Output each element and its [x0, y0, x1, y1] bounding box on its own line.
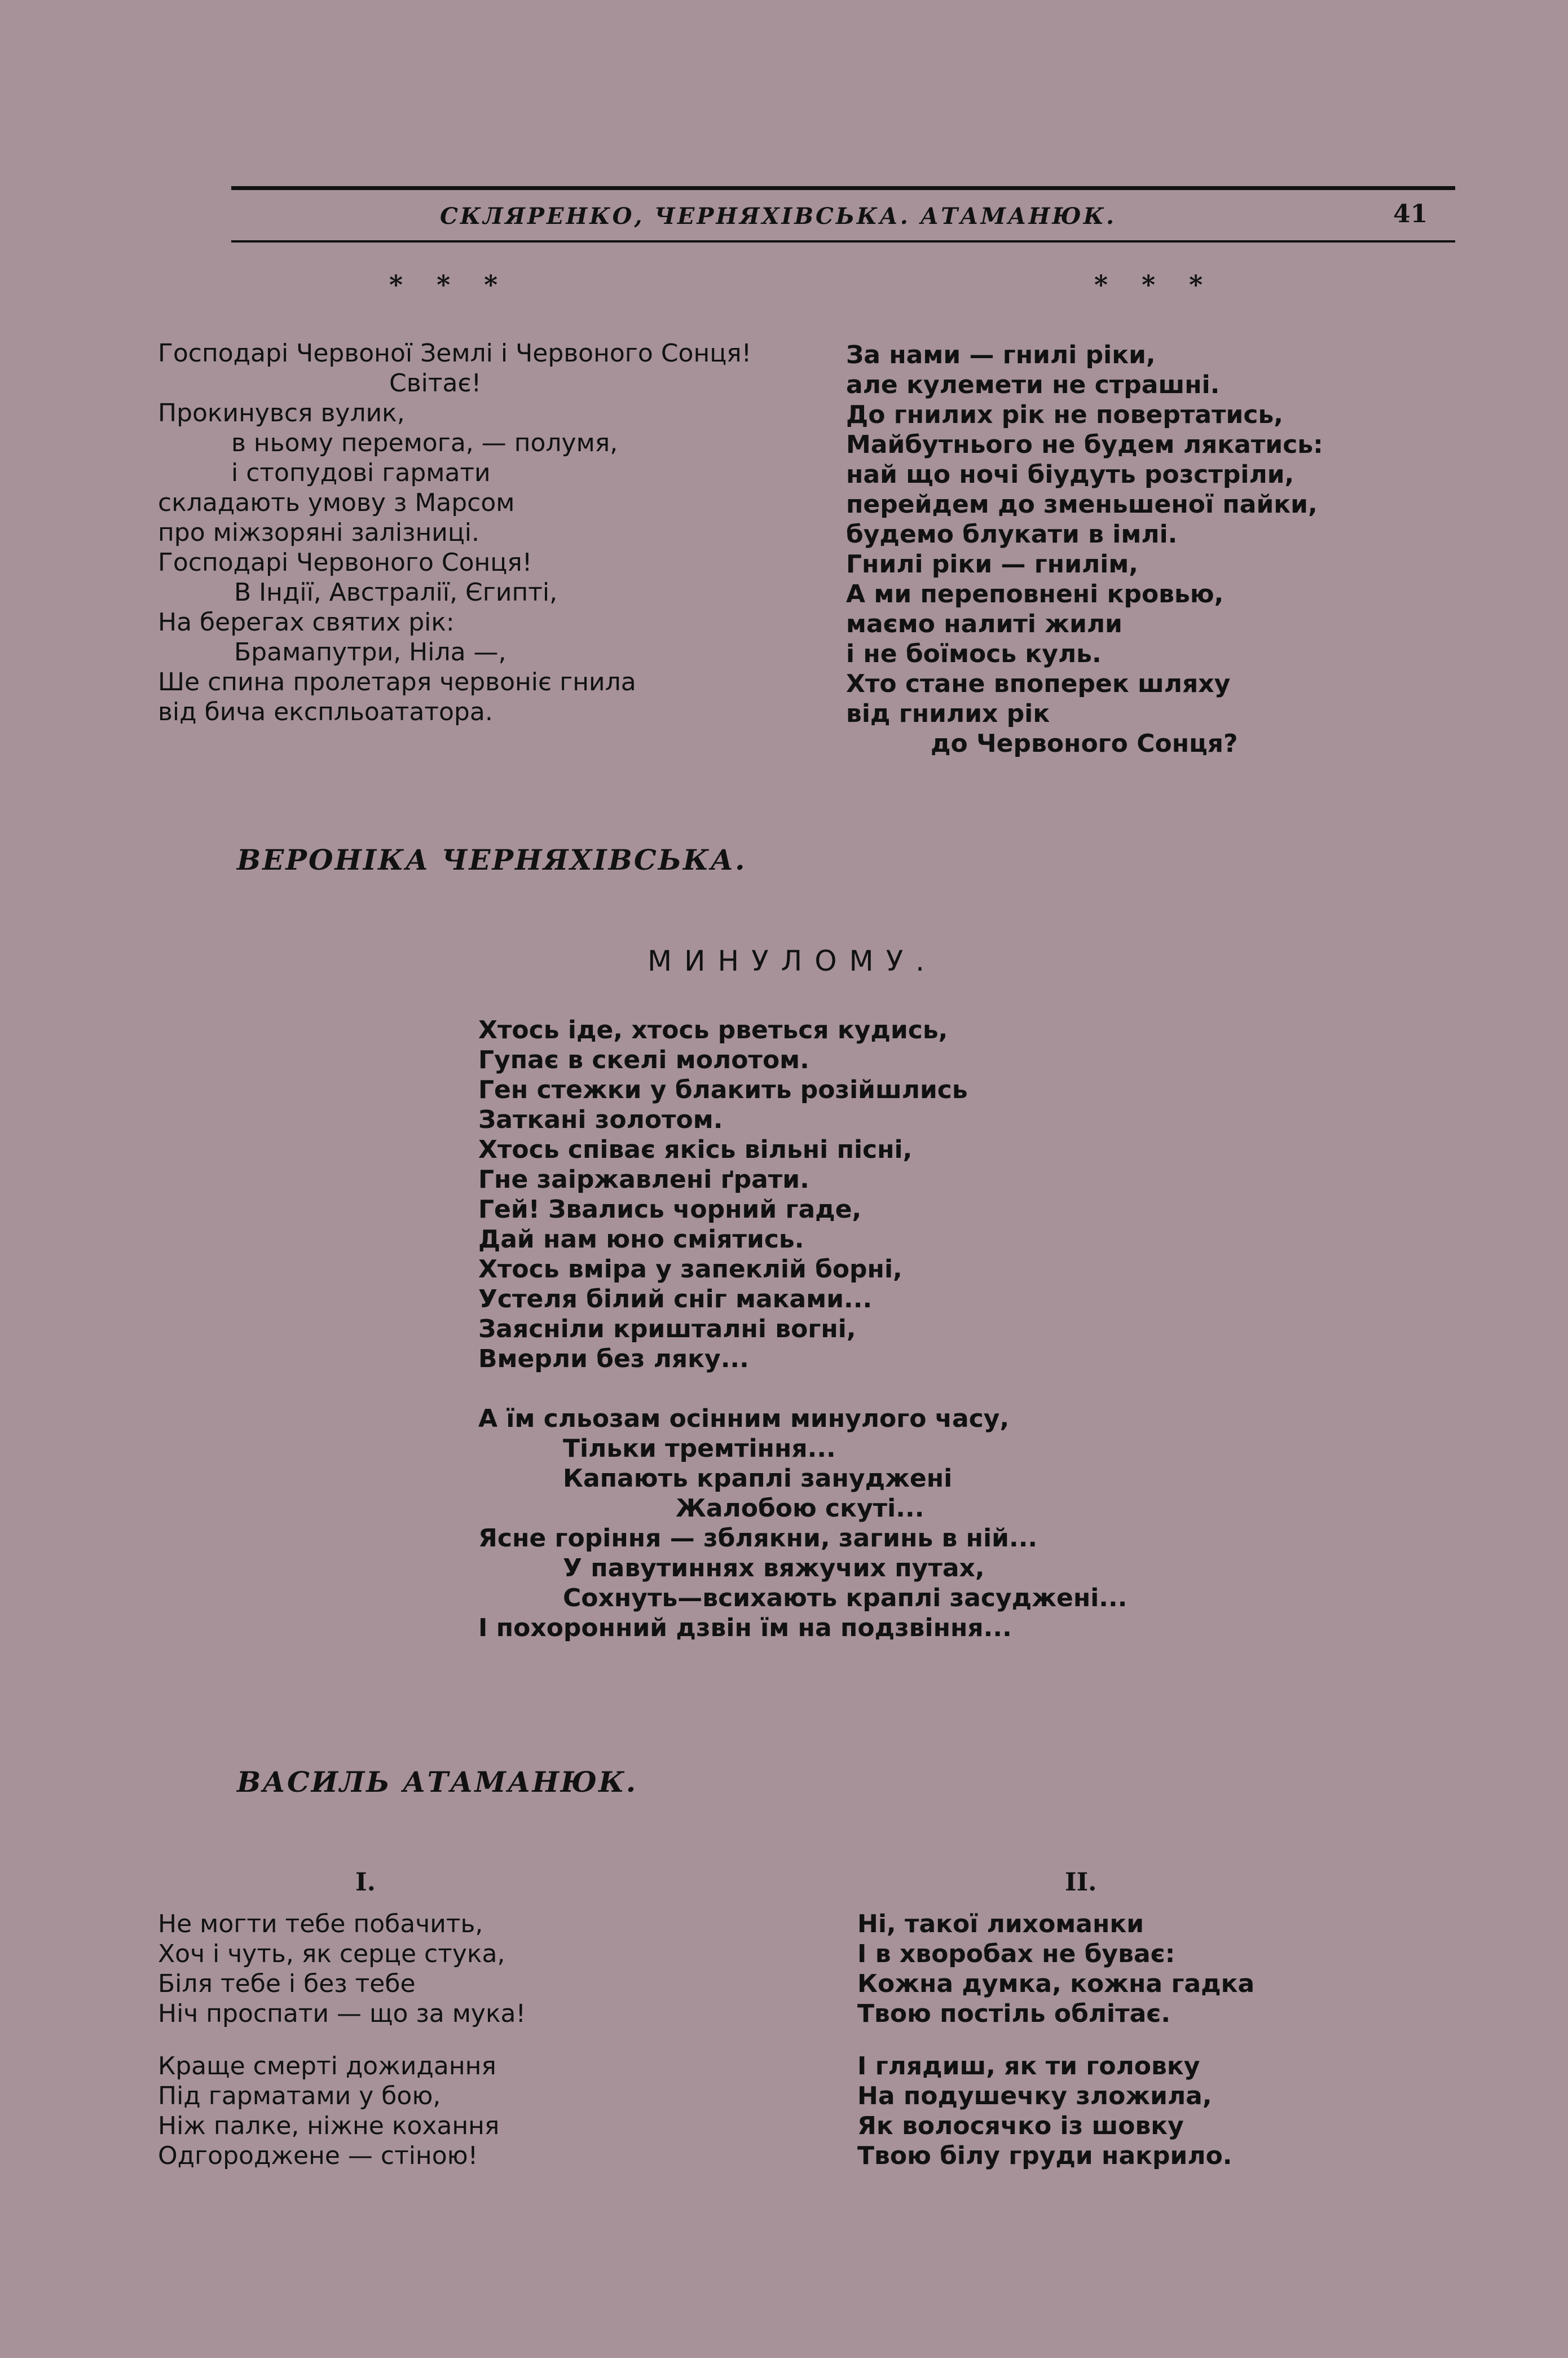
- right-poem-line: Хто стане впоперек шляху: [846, 669, 1231, 698]
- right-poem-line: перейдем до зменьшеної пайки,: [846, 490, 1318, 519]
- right-poem-stars: * * *: [1094, 270, 1215, 300]
- minulomu-line: Сохнуть—всихають краплі засуджені...: [563, 1584, 1127, 1612]
- author-atamaniuk: ВАСИЛЬ АТАМАНЮК.: [237, 1765, 638, 1799]
- part-one-line: Одгороджене — стіною!: [158, 2141, 478, 2170]
- right-poem-line: і не боїмось куль.: [846, 640, 1102, 668]
- left-poem-line: Світає!: [389, 369, 482, 398]
- part-one-line: Не могти тебе побачить,: [158, 1910, 483, 1938]
- stanza-gap: [158, 2029, 526, 2051]
- right-poem-line: будемо блукати в імлі.: [846, 520, 1178, 549]
- minulomu-line: А їм сльозам осінним минулого часу,: [478, 1404, 1010, 1433]
- right-poem-line: До гнилих рік не повертатись,: [846, 400, 1283, 429]
- part-two-line: Ні, такої лихоманки: [857, 1910, 1144, 1938]
- atamaniuk-part-one: [158, 1909, 526, 2171]
- part-one-line: Краще смерті дожидання: [158, 2052, 496, 2081]
- minulomu-line: Хтось іде, хтось рветься кудись,: [478, 1016, 948, 1044]
- left-poem-line: і стопудові гармати: [231, 459, 491, 487]
- right-poem: [846, 340, 1323, 759]
- minulomu-line: Ясне горіння — зблякни, загинь в ній...: [478, 1524, 1038, 1553]
- minulomu-line: У павутиннях вяжучих путах,: [563, 1554, 985, 1583]
- part-two-line: Як волосячко із шовку: [857, 2112, 1184, 2140]
- author-cherniakhivska: ВЕРОНІКА ЧЕРНЯХІВСЬКА.: [237, 843, 747, 876]
- part-two-line: І глядиш, як ти головку: [857, 2052, 1200, 2081]
- left-poem-line: Господарі Червоної Землі і Червоного Сонця!: [158, 339, 752, 368]
- left-poem-line: від бича експльоататора.: [158, 698, 493, 726]
- left-poem-stars: * * *: [389, 270, 510, 300]
- atamaniuk-part-two: [857, 1909, 1254, 2171]
- minulomu-line: Заясніли кришталні вогні,: [478, 1315, 856, 1343]
- part-two-line: На подушечку зложила,: [857, 2082, 1212, 2110]
- left-poem-line: про міжзоряні залізниці.: [158, 518, 479, 547]
- stanza-gap: [478, 1374, 1127, 1404]
- part-two-line: Твою постіль облітає.: [857, 1999, 1171, 2028]
- left-poem: [158, 338, 751, 727]
- minulomu-line: Тільки тремтіння...: [563, 1434, 836, 1463]
- minulomu-line: Дай нам юно сміятись.: [478, 1225, 804, 1254]
- minulomu-line: Гупає в скелі молотом.: [478, 1046, 809, 1074]
- left-poem-line: Ше спина пролетаря червоніє гнила: [158, 668, 636, 697]
- minulomu-line: Капають краплі зануджені: [563, 1464, 953, 1493]
- part-two-numeral: II.: [1065, 1868, 1097, 1897]
- part-one-line: Хоч і чуть, як серце стука,: [158, 1940, 505, 1968]
- minulomu-line: І похоронний дзвін їм на подзвіння...: [478, 1614, 1012, 1642]
- stanza-gap: [857, 2029, 1254, 2051]
- part-one-line: Під гарматами у бою,: [158, 2082, 441, 2110]
- page-number: 41: [1393, 200, 1428, 228]
- left-poem-line: В Індії, Австралії, Єгипті,: [234, 578, 558, 607]
- minulomu-line: Устеля білий сніг маками...: [478, 1285, 873, 1314]
- right-poem-line: але кулемети не страшні.: [846, 371, 1220, 399]
- minulomu-line: Жалобою скуті...: [676, 1494, 924, 1523]
- minulomu-line: Гне заіржавлені ґрати.: [478, 1165, 809, 1194]
- right-poem-line: Гнилі ріки — гнилім,: [846, 550, 1139, 579]
- right-poem-line: За нами — гнилі ріки,: [846, 341, 1156, 369]
- minulomu-line: Хтось співає якісь вільні пісні,: [478, 1135, 913, 1164]
- minulomu-line: Вмерли без ляку...: [478, 1345, 749, 1373]
- part-one-numeral: I.: [355, 1868, 376, 1897]
- poem-title-minulomu: МИНУЛОМУ.: [648, 945, 937, 977]
- poem-minulomu: [478, 1015, 1127, 1643]
- right-poem-line: маємо налиті жили: [846, 610, 1122, 638]
- right-poem-line: най що ночі біудуть розстріли,: [846, 460, 1294, 489]
- left-poem-line: На берегах святих рік:: [158, 608, 455, 637]
- header-top-rule: [231, 186, 1455, 190]
- left-poem-line: Прокинувся вулик,: [158, 399, 405, 427]
- minulomu-line: Ген стежки у блакить розійшлись: [478, 1076, 968, 1104]
- left-poem-line: складають умову з Марсом: [158, 488, 515, 517]
- minulomu-line: Гей! Звались чорний гаде,: [478, 1195, 862, 1224]
- right-poem-line: А ми переповнені кровью,: [846, 580, 1224, 609]
- left-poem-line: Господарі Червоного Сонця!: [158, 548, 532, 577]
- minulomu-line: Заткані золотом.: [478, 1105, 723, 1134]
- right-poem-line: до Червоного Сонця?: [931, 729, 1238, 758]
- part-two-line: Кожна думка, кожна гадка: [857, 1969, 1255, 1998]
- running-head: СКЛЯРЕНКО, ЧЕРНЯХІВСЬКА. АТАМАНЮК.: [440, 203, 1117, 230]
- part-one-line: Біля тебе і без тебе: [158, 1969, 416, 1998]
- left-poem-line: Брамапутри, Ніла —,: [234, 638, 506, 667]
- part-two-line: Твою білу груди накрило.: [857, 2141, 1232, 2170]
- part-two-line: І в хворобах не буває:: [857, 1940, 1175, 1968]
- header-bottom-rule: [231, 240, 1455, 243]
- minulomu-line: Хтось вміра у запеклій борні,: [478, 1255, 902, 1284]
- left-poem-line: в ньому перемога, — полумя,: [231, 429, 618, 457]
- part-one-line: Ніч проспати — що за мука!: [158, 1999, 526, 2028]
- part-one-line: Ніж палке, ніжне кохання: [158, 2112, 500, 2140]
- right-poem-line: Майбутнього не будем лякатись:: [846, 430, 1323, 459]
- right-poem-line: від гнилих рік: [846, 699, 1050, 728]
